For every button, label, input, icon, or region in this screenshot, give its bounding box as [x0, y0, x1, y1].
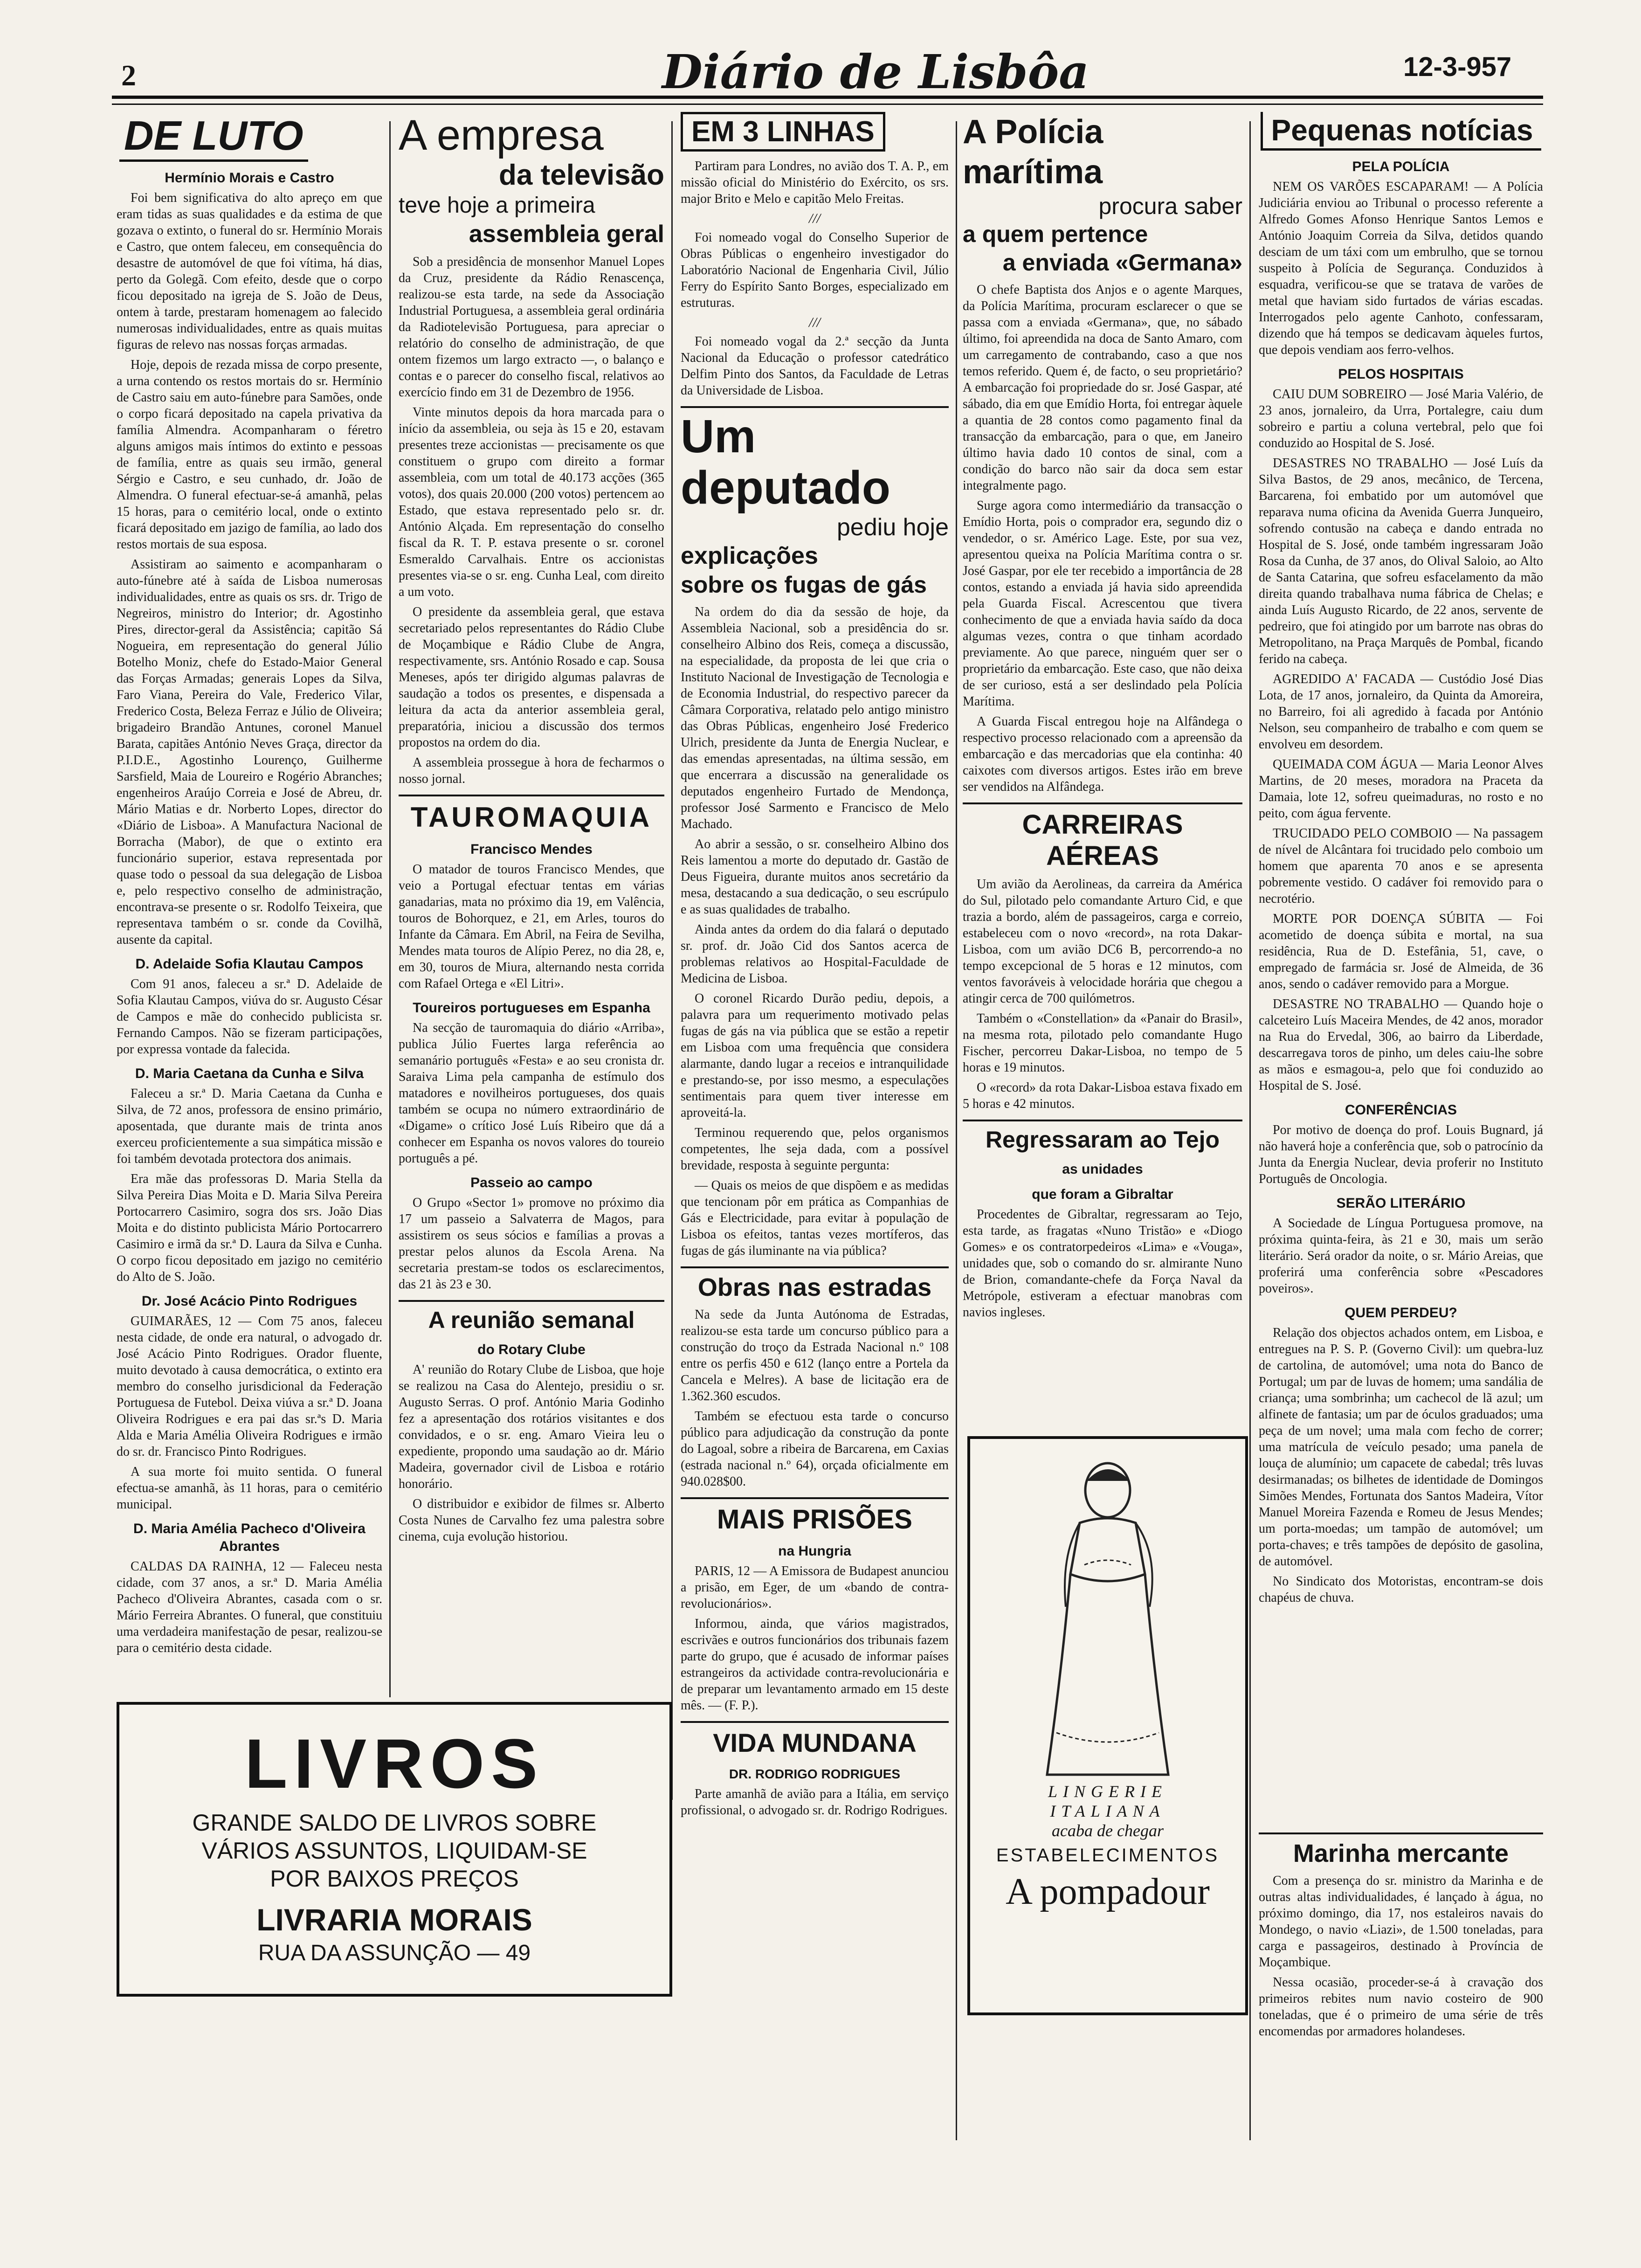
obras-paragraph: Na sede da Junta Autónoma de Estradas, realizou-se esta tarde um concurso público para a construção do troço da Estrada Nacional n.º 108 entre os perfis 450 e 612 (lanço entre a Portela da Cancela e Melres). A base de licitação era de 1.362.360 escudos.	[681, 1307, 949, 1404]
tejo-paragraph: Procedentes de Gibraltar, regressaram ao Tejo, esta tarde, as fragatas «Nuno Tristão» e «Diogo Gomes» e os contratorpedeiros «Lima» e «Vouga», unidades que, sob o comando do sr. almirante Nuno de Brion, comandante-chefe da Força Naval da Metrópole, estiveram a efectuar manobras com navios ingleses.	[963, 1207, 1242, 1320]
obituary-paragraph: Com 91 anos, faleceu a sr.ª D. Adelaide de Sofia Klautau Campos, viúva do sr. Augusto César de Campos e mãe do conhecido publicista sr. Fernando Campos. Não se fizeram participações, por expressa vontade da falecida.	[117, 977, 382, 1057]
deputado-paragraph: O coronel Ricardo Durão pediu, depois, a palavra para um requerimento motivado pelas fugas de gás na via pública que se estão a repetir em Lisboa com uma frequência que considera alarmante, dando lugar a receios e intranquilidade e prestando-se, por isso mesmo, a especulações sentimentais para quem tiver interesse em aproveitá-la.	[681, 991, 949, 1120]
deputado-headline-3: explicações	[681, 542, 818, 569]
page-number: 2	[121, 59, 136, 92]
obituary-paragraph: CALDAS DA RAINHA, 12 — Faleceu nesta cidade, com 37 anos, a sr.ª D. Maria Amélia Pacheco d'Oliveira Abrantes, casada com o sr. Mário Ferreira Abrantes. O funeral, que constituiu uma verdadeira manifestação de pesar, realizou-se para o cemitério desta cidade.	[117, 1559, 382, 1655]
lingerie-advertisement	[967, 1436, 1248, 2015]
vida-mundana-paragraph: Parte amanhã de avião para a Itália, em serviço profissional, o advogado sr. dr. Rodrigo Rodrigues.	[681, 1787, 949, 1818]
column-divider	[1249, 121, 1251, 2140]
masthead	[0, 0, 1641, 98]
ad-lingerie-brand: A pompadour	[1006, 1871, 1210, 1912]
obituaries-list	[117, 169, 382, 1656]
small-news-paragraph: AGREDIDO A' FACADA — Custódio José Dias Lota, de 17 anos, jornaleiro, da Quinta da Amoreira, no Barreiro, foi ali agredido à facada por António Nelson, seu companheiro de trabalho e com quem se envolveu em desordem.	[1259, 672, 1543, 752]
tres-linhas-heading: EM 3 LINHAS	[681, 112, 885, 152]
obituary-paragraph: Hoje, depois de rezada missa de corpo presente, a urna contendo os restos mortais do sr. Hermínio de Castro saiu em auto-fúnebre para Samões, onde o corpo ficará depositado na capela privativa da família Almendra. Acompanharam o féretro alguns amigos mais íntimos do extinto e pessoas de família, entre as quais seu irmão, general Sérgio e Castro, e seu cunhado, dr. João de Almendra. O funeral efectuar-se-á amanhã, pelas 15 horas, para o cemitério local, onde o extinto ficará depositado em jazigo de família, ao lado dos restos mortais de sua esposa.	[117, 358, 382, 552]
masthead-rule	[112, 96, 1543, 105]
small-news-paragraph: MORTE POR DOENÇA SÚBITA — Foi acometido de doença súbita e mortal, na sua residência, Rua de D. Estefânia, 51, cave, o empregado de farmácia sr. José de Almeida, de 36 anos, sendo o cadáver removido para a Morgue.	[1259, 912, 1543, 991]
obituary-name: Dr. José Acácio Pinto Rodrigues	[141, 1293, 358, 1309]
marinha-column	[1259, 1832, 1543, 2039]
ad-livros-line: GRANDE SALDO DE LIVROS SOBRE	[192, 1810, 597, 1836]
small-news-paragraph: DESASTRES NO TRABALHO — José Luís da Silva Bastos, de 29 anos, mecânico, de Tercena, Barcarena, foi embatido por um automóvel que reparava numa oficina da Avenida Guerra Junqueiro, sofrendo contusão na cabeça e dando entrada no Hospital de S. José, onde também ingressaram João Rosa da Cunha, de 37 anos, do Olival Saloio, ao Alto de Santa Catarina, que sofreu esfacelamento da mão direita quando trabalhava numa fábrica de Chelas; e ainda Luís Augusto Ricardo, de 22 anos, servente de pedreiro, que foi atingido por um barrote nas obras do Metropolitano, na Praça Marquês de Pombal, ficando ferido na cabeça.	[1259, 456, 1543, 666]
policia-maritima-headline-3: a quem pertence	[963, 221, 1148, 247]
policia-maritima-paragraph: O chefe Baptista dos Anjos e o agente Marques, da Polícia Marítima, procuram esclarecer o que se passa com a enviada «Germana», que, no sábado último, foi apreendida na doca de Santo Amaro, com um carregamento de contrabando, caso a que nos temos referido. Quem é, de facto, o seu proprietário? A embarcação foi propriedade do sr. José Gaspar, até sábado, dia em que Emídio Horta, foi entregar àquele a quantia de 28 contos como pagamento final da transacção da embarcação, para o que, em Janeiro último havia dado 10 contos de sinal, com a condição do barco não sair da doca sem estar integralmente pago.	[963, 283, 1242, 493]
television-paragraph: A assembleia prossegue à hora de fecharmos o nosso jornal.	[399, 755, 664, 786]
prisoes-heading: MAIS PRISÕES	[717, 1504, 912, 1535]
tres-linhas-item: Foi nomeado vogal do Conselho Superior de Obras Públicas o engenheiro investigador do Laboratório Nacional de Engenharia Civil, Júlio Ferry do Espírito Santo Borges, especializado em estruturas.	[681, 230, 949, 310]
livros-advertisement	[117, 1702, 672, 1997]
small-news-column	[1259, 112, 1543, 1791]
tres-linhas-item: Foi nomeado vogal da 2.ª secção da Junta Nacional da Educação o professor catedrático Delfim Pinto dos Santos, da Faculdade de Letras da Universidade de Lisboa.	[681, 334, 949, 398]
small-news-section-title: SERÃO LITERÁRIO	[1336, 1196, 1466, 1211]
prisoes-paragraph: Informou, ainda, que vários magistrados, escrivães e outros funcionários dos tribunais fazem parte do grupo, que é acusado de informar países estrangeiros da actividade contra-revolucionária e de preparar um levantamento armado em 15 deste mês. — (F. P.).	[681, 1617, 949, 1713]
carreiras-aereas-paragraph: Um avião da Aerolineas, da carreira da América do Sul, pilotado pelo comandante Arturo Cid, e que trazia a bordo, além de passageiros, carga e correio, estabeleceu com o novo «record», na rota Dakar-Lisboa, com um avião DC6 B, percorrendo-a no tempo excepcional de 5 horas e 12 minutos, com ventos favoráveis à velocidade horária que chegou a atingir cerca de 700 quilómetros.	[963, 877, 1242, 1006]
small-news-paragraph: No Sindicato dos Motoristas, encontram-se dois chapéus de chuva.	[1259, 1574, 1543, 1605]
tejo-headline-3: que foram a Gibraltar	[1032, 1187, 1173, 1202]
obituary-name: D. Maria Amélia Pacheco d'Oliveira Abrantes	[133, 1521, 365, 1554]
small-news-section-title: CONFERÊNCIAS	[1345, 1102, 1457, 1118]
marinha-mercante-body	[1259, 1873, 1543, 2040]
vida-mundana-body	[681, 1786, 949, 1819]
deputado-paragraph: Ao abrir a sessão, o sr. conselheiro Albino dos Reis lamentou a morte do deputado dr. Gastão de Deus Figueira, durante muitos anos secretário da mesa, destacando a sua dedicação, o seu escrúpulo e as suas qualidades de trabalho.	[681, 837, 949, 917]
tauromaquia-byline: Francisco Mendes	[470, 842, 593, 857]
obituary-paragraph: Faleceu a sr.ª D. Maria Caetana da Cunha e Silva, de 72 anos, professora de ensino primário, aposentada, que durante mais de trinta anos exerceu proficientemente a sua simpática missão e foi também devotada protectora dos animais.	[117, 1086, 382, 1166]
ad-lingerie-line2: ITALIANA	[1050, 1802, 1165, 1820]
small-news-paragraph: DESASTRE NO TRABALHO — Quando hoje o calceteiro Luís Maceira Mendes, de 42 anos, morador na Rua do Ervedal, 306, ao bairro da Liberdade, descarregava toros de pinho, um deles caiu-lhe sobre as mãos e esmagou-a, pelo que foi conduzido ao Hospital de S. José.	[1259, 997, 1543, 1093]
carreiras-aereas-paragraph: Também o «Constellation» da «Panair do Brasil», na mesma rota, pilotado pelo comandante Hugo Fischer, percorreu Dakar-Lisboa, no tempo de 5 horas e 19 minutos.	[963, 1011, 1242, 1075]
small-news-paragraph: Relação dos objectos achados ontem, em Lisboa, e entregues na P. S. P. (Governo Civil): um quebra-luz de cartolina, de automóvel; uma nota do Banco de Portugal; um par de luvas de homem; uma sandália de criança; uma sombrinha; um cachecol de lã azul; um alfinete de fantasia; um par de óculos graduados; uma peça de um novel; uma mala com fecho de correr; uma matrícula de veículo pesado; uma panela de louça de alumínio; um capacete de cabedal; três luvas desirmanadas; os bilhetes de identidade de Domingos Simões Mendes, Fortunata dos Santos Madeira, Vítor Manuel Moreira Fazenda e Romeu de Jesus Mendes; um porta-moedas; um tampão de automóvel; um porta-chaves; e três tampões de depósito de gasolina, de automóvel.	[1259, 1326, 1543, 1569]
rotary-paragraph: O distribuidor e exibidor de filmes sr. Alberto Costa Nunes de Carvalho fez uma palestra sobre cinema, cuja evolução historiou.	[399, 1497, 664, 1544]
vida-mundana-subheading: DR. RODRIGO RODRIGUES	[729, 1767, 901, 1781]
deputado-paragraph: Ainda antes da ordem do dia falará o deputado sr. prof. dr. João Cid dos Santos acerca de problemas relativos ao Hospital-Faculdade de Medicina de Lisboa.	[681, 922, 949, 986]
prisoes-paragraph: PARIS, 12 — A Emissora de Budapest anunciou a prisão, em Eger, de um «bando de contra-revolucionários».	[681, 1564, 949, 1611]
small-news-paragraph: NEM OS VARÕES ESCAPARAM! — A Polícia Judiciária enviou ao Tribunal o processo referente a Alfredo Gomes Afonso Henrique Santos Lemos e António Joaquim Correia da Silva, detidos quando desciam de um táxi com um embrulho, que se tornou suspeito à Polícia de Segurança. Conduzidos à esquadra, verificou-se que se tratava de varões de metal que haviam sido furtados de várias escadas. Interrogados pelo agente Canhoto, confessaram, dizendo que há tempos se dedicavam àqueles furtos, que depois vendiam aos ferro-velhos.	[1259, 180, 1543, 357]
tejo-headline-1: Regressaram ao Tejo	[985, 1127, 1220, 1153]
small-news-section-title: PELA POLÍCIA	[1352, 159, 1450, 174]
obras-body	[681, 1307, 949, 1490]
ad-livros-title: LIVROS	[244, 1724, 545, 1803]
ad-livros-store: LIVRARIA MORAIS	[256, 1902, 532, 1937]
policia-maritima-body	[963, 282, 1242, 795]
rotary-paragraph: A' reunião do Rotary Clube de Lisboa, que hoje se realizou na Casa do Alentejo, presidiu o sr. Augusto Serras. O prof. António Maria Godinho fez a apresentação dos rotários visitantes e dos convidados, e o sr. eng. Amaro Vieira leu o expediente, propondo uma saudação ao dr. Mário Madeira, governador civil de Lisboa e rotário honorário.	[399, 1362, 664, 1491]
policia-maritima-headline-4: a enviada «Germana»	[1002, 249, 1242, 276]
obituary-paragraph: Assistiram ao saimento e acompanharam o auto-fúnebre até à saída de Lisboa numerosas individualidades, entre as quais os srs. dr. Trigo de Negreiros, ministro do Interior; dr. Agostinho Pires, director-geral da Assistência; capitão Sá Nogueira, em representação do general Júlio Botelho Moniz, chefe do Estado-Maior General das Forças Armadas; generais Lopes da Silva, Faro Viana, Pereira do Vale, Frederico Vilar, Frederico Costa, Beleza Ferraz e Júlio de Oliveira; brigadeiro Brandão Antunes, coronel Manuel Barata, capitães António Neves Graça, director da P.I.D.E., Agostinho Lourenço, Guilherme Sarsfield, Maia de Loureiro e Rogério Abranches; engenheiros Araújo Correia e José de Abreu, dr. Mário Matias e dr. Norberto Lopes, director do «Diário de Lisboa». A Manufactura Nacional de Borracha (Mabor), de que o extinto era funcionário superior, estava representada por quase todo o pessoal da sua delegação de Lisboa e, pelo respectivo conselho de administração, encontrava-se presente o sr. Rodolfo Teixeira, que representava também o sr. conde da Covilhã, ausente da capital.	[117, 557, 382, 947]
small-news-section-title: PELOS HOSPITAIS	[1338, 366, 1464, 382]
item-divider: ///	[808, 211, 820, 226]
ad-lingerie-line3: acaba de chegar	[1052, 1821, 1164, 1840]
obituary-name: D. Adelaide Sofia Klautau Campos	[135, 956, 364, 972]
column-divider	[389, 121, 391, 1697]
tauromaquia-paragraph: O Grupo «Sector 1» promove no próximo dia 17 um passeio a Salvaterra de Magos, para assistirem os seus sócios e famílias a provas a prestar pelos alunos da Escola Arena. Na secretaria prestam-se todos os esclarecimentos, das 21 às 23 e 30.	[399, 1196, 664, 1292]
obras-paragraph: Também se efectuou esta tarde o concurso público para adjudicação da construção da ponte do Lagoal, sobre a ribeira de Barcarena, em Caxias (estrada nacional n.º 64), orçada oficialmente em 940.028$00.	[681, 1409, 949, 1489]
ad-lingerie-line1: LINGERIE	[1048, 1782, 1167, 1801]
deputado-article-body	[681, 604, 949, 1259]
tejo-body	[963, 1206, 1242, 1321]
obituaries-heading: DE LUTO	[119, 112, 308, 162]
ad-lingerie-line4: ESTABELECIMENTOS	[996, 1845, 1220, 1866]
obituary-name: D. Maria Caetana da Cunha e Silva	[135, 1066, 364, 1081]
small-news-paragraph: Por motivo de doença do prof. Louis Bugnard, já não haverá hoje a conferência que, sob o patrocínio da Junta da Energia Nuclear, devia proferir no Instituto Português de Oncologia.	[1259, 1123, 1543, 1186]
small-news-paragraph: QUEIMADA COM ÁGUA — Maria Leonor Alves Martins, de 20 meses, moradora na Praceta da Damaia, lote 12, sofreu queimaduras, no rosto e no peito, com água fervente.	[1259, 757, 1543, 821]
deputado-headline-1: Um deputado	[681, 410, 890, 514]
policia-maritima-paragraph: Surge agora como intermediário da transacção o Emídio Horta, pois o comprador era, segundo diz o vendedor, o sr. Américo Lage. Este, por sua vez, apresentou queixa na Polícia Marítima contra o sr. José Gaspar, por ele ter recebido a importância de 28 contos, estando a enviada já havia sido apreendida pela Guarda Fiscal. Acrescentou que tivera conhecimento de que a enviada havia saído da doca algumas vezes, contra o que tinham acordado previamente. Ao que parece, ninguém quer ser o proprietário da embarcação. Este caso, que não deixa de ser curioso, está a ser deslindado pela Polícia Marítima.	[963, 498, 1242, 709]
television-headline-2: da televisão	[499, 159, 664, 191]
carreiras-aereas-paragraph: O «record» da rota Dakar-Lisboa estava fixado em 5 horas e 42 minutos.	[963, 1080, 1242, 1111]
maritime-column	[963, 112, 1242, 1380]
obituary-paragraph: A sua morte foi muito sentida. O funeral efectua-se amanhã, às 11 horas, para o cemitério municipal.	[117, 1465, 382, 1512]
deputado-paragraph: — Quais os meios de que dispõem e as medidas que tencionam pôr em prática as Companhias de Gás e Electricidade, para evitar à população de Lisboa os efeitos, tantas vezes mortíferos, das fugas de gás iluminante na via pública?	[681, 1178, 949, 1258]
pequenas-noticias-heading: Pequenas notícias	[1261, 112, 1542, 151]
television-headline-3: teve hoje a primeira	[399, 193, 595, 218]
vida-mundana-heading: VIDA MUNDANA	[713, 1728, 917, 1757]
column-divider	[956, 121, 957, 2140]
obituary-name: Hermínio Morais e Castro	[165, 170, 334, 186]
tres-linhas-item: Partiram para Londres, no avião dos T. A. P., em missão oficial do Ministério do Exército, os srs. major Brito e Melo e capitão Melo Freitas.	[681, 159, 949, 206]
policia-maritima-paragraph: A Guarda Fiscal entregou hoje na Alfândega o respectivo processo relacionado com a apreensão da embarcação e das mercadorias que ela continha: 40 caixotes com diversos artigos. Estes irão em breve ser vendidos na Alfândega.	[963, 714, 1242, 794]
deputado-paragraph: Terminou requerendo que, pelos organismos competentes, lhe seja dada, com a possível brevidade, resposta à seguinte pergunta:	[681, 1126, 949, 1173]
small-news-section-title: QUEM PERDEU?	[1345, 1305, 1457, 1321]
marinha-mercante-paragraph: Com a presença do sr. ministro da Marinha e de outras altas individualidades, é lançado à água, no próximo domingo, dia 17, nos estaleiros navais do Mondego, o navio «Liazi», de 1.500 toneladas, para carga e passageiros, destinado à Província de Moçambique.	[1259, 1874, 1543, 1970]
television-headline-4: assembleia geral	[469, 221, 664, 248]
column-divider	[671, 121, 673, 1800]
prisoes-body	[681, 1563, 949, 1714]
tauromaquia-paragraph: O matador de touros Francisco Mendes, que veio a Portugal efectuar tentas em várias ganadarias, mata no próximo dia 19, em Valência, touros de Bohorquez, e 21, em Arles, touros do Infante da Câmara. Em Abril, na Feira de Sevilha, Mendes mata touros de Alípio Perez, no dia 28, e, em 30, touros de Miura, alternando nesta corrida com Rafael Ortega e «El Litri».	[399, 862, 664, 991]
tauromaquia-body-3	[399, 1195, 664, 1293]
television-paragraph: Vinte minutos depois da hora marcada para o início da assembleia, ou seja às 15 e 20, estavam presentes treze accionistas — precisamente os que constituem o grupo com direito a formar assembleia, com um total de 40.173 acções (365 votos), dos quais 20.000 (200 votos) pertencem ao Estado, que estava representado pelo sr. dr. António Alçada. Em representação do conselho fiscal da R. T. P. estava presente o sr. coronel Esmeraldo Carvalhais. Entre os accionistas presentes via-se o sr. eng. Cunha Leal, com direito a um voto.	[399, 405, 664, 599]
marinha-mercante-heading: Marinha mercante	[1293, 1839, 1509, 1867]
tres-linhas-list	[681, 158, 949, 399]
television-column	[399, 112, 664, 1679]
ad-livros-line: VÁRIOS ASSUNTOS, LIQUIDAM-SE	[201, 1838, 587, 1864]
small-news-paragraph: CAIU DUM SOBREIRO — José Maria Valério, de 23 anos, jornaleiro, da Urra, Portalegre, caiu dum sobreiro e partiu a coluna vertebral, pelo que foi conduzido ao Hospital de S. José.	[1259, 387, 1543, 450]
deputado-headline-2: pediu hoje	[837, 514, 949, 541]
tauromaquia-paragraph: Na secção de tauromaquia do diário «Arriba», publica Júlio Fuertes larga referência ao semanário português «Festa» e ao seu cronista dr. Saraiva Lima pela campanha de estímulo dos matadores e novilheiros portugueses, dos quais também se ocupa no número extraordinário de «Digame» o crítico José Luís Ribeiro que dá a conhecer em Espanha os novos valores do toureio português a pé.	[399, 1021, 664, 1166]
tejo-headline-2: as unidades	[1062, 1162, 1143, 1177]
ad-livros-lines	[119, 1809, 669, 1893]
tauromaquia-heading: TAUROMAQUIA	[410, 802, 653, 833]
policia-maritima-headline-2: procura saber	[1098, 193, 1242, 219]
tauromaquia-subheading-1: Toureiros portugueses em Espanha	[413, 1000, 650, 1016]
television-paragraph: O presidente da assembleia geral, que estava secretariado pelos representantes do Rádio Clube de Moçambique e Rádio Clube de Angra, respectivamente, srs. António Rosado e cap. Sousa Meneses, após ter dirigido algumas palavras de saudação a todos os presentes, e dispensada a leitura da acta da anterior assembleia geral, preparatória, iniciou a discussão dos termos propostos na ordem do dia.	[399, 605, 664, 750]
prisoes-subheading: na Hungria	[778, 1543, 851, 1559]
obituaries-column	[117, 112, 382, 1683]
deputado-paragraph: Na ordem do dia da sessão de hoje, da Assembleia Nacional, sob a presidência do sr. conselheiro Albino dos Reis, começa a discussão, na especialidade, da proposta de lei que cria o Instituto Nacional de Investigação de Tecnologia e de Economia Industrial, do respectivo parecer da Câmara Corporativa, relatado pelo antigo ministro das Obras Públicas, engenheiro José Frederico Ulrich, presidente da Junta de Energia Nuclear, e das emendas apresentadas, na última sessão, em que encerrara a discussão na generalidade os deputados engenheiro Furtado de Mendonça, professor José Sarmento e Francisco de Melo Machado.	[681, 605, 949, 831]
carreiras-aereas-body	[963, 876, 1242, 1112]
tauromaquia-body	[399, 861, 664, 992]
television-paragraph: Sob a presidência de monsenhor Manuel Lopes da Cruz, presidente da Rádio Renascença, realizou-se esta tarde, na sede da Associação Industrial Portuguesa, a assembleia geral ordinária da Radiotelevisão Portuguesa, para apreciar o relatório do conselho de administração, de que ontem fizemos um largo extracto —, o balanço e contas e o parecer do conselho fiscal, relativos ao exercício findo em 31 de Dezembro de 1956.	[399, 255, 664, 400]
tauromaquia-body-2	[399, 1020, 664, 1167]
newspaper-title: Diário de Lisbôa	[662, 44, 1089, 99]
obras-heading: Obras nas estradas	[697, 1273, 932, 1301]
rotary-body	[399, 1362, 664, 1545]
obituary-paragraph: Era mãe das professoras D. Maria Stella da Silva Pereira Dias Moita e D. Maria Silva Pereira Portocarrero Casimiro, sogra dos srs. João Dias Moita e do distinto publicista Mário Portocarrero Casimiro e irmã da sr.ª D. Laura da Silva e Cunha. O corpo ficou depositado em jazigo no cemitério do Alto de S. João.	[117, 1172, 382, 1284]
television-headline-1: A empresa	[399, 111, 604, 159]
center-column	[681, 112, 949, 2131]
small-news-paragraph: TRUCIDADO PELO COMBOIO — Na passagem de nível de Alcântara foi trucidado pelo comboio um homem que aparenta 70 anos e se apresenta pobremente vestido. O cadáver foi removido para o necrotério.	[1259, 826, 1543, 906]
obituary-paragraph: Foi bem significativa do alto apreço em que eram tidas as suas qualidades e da estima de que gozava o extinto, o funeral do sr. Hermínio Morais e Castro, que ontem faleceu, em consequência do desastre de automóvel de que foi vítima, há dias, perto da Golegã. Com efeito, desde que o corpo ficou depositado na igreja de S. João de Deus, ontem à tarde, prestaram homenagem ao falecido numerosas individualidades, entre as quais muitas figuras de relevo nas nossas forças armadas.	[117, 191, 382, 352]
carreiras-aereas-heading: CARREIRAS AÉREAS	[1022, 809, 1183, 871]
obituary-paragraph: GUIMARÃES, 12 — Com 75 anos, faleceu nesta cidade, de onde era natural, o advogado dr. José Acácio Pinto Rodrigues. Orador fluente, muito devotado à causa democrática, o extinto era membro do conselho jurisdicional da Federação Portuguesa de Futebol. Deixa viúva a sr.ª D. Joana Oliveira Rodrigues e era pai das sr.ªs D. Maria Alda e Maria Amélia Oliveira Rodrigues e irmão do sr. dr. Francisco Pinto Rodrigues.	[117, 1314, 382, 1459]
pequenas-noticias-list	[1259, 158, 1543, 1606]
television-article-body	[399, 254, 664, 787]
tauromaquia-subheading-2: Passeio ao campo	[470, 1175, 593, 1190]
marinha-mercante-paragraph: Nessa ocasião, proceder-se-á à cravação dos primeiros rebites num navio costeiro de 900 toneladas, que é o primeiro de uma série de três encomendas por armadores holandeses.	[1259, 1975, 1543, 2039]
rotary-heading: A reunião semanal	[428, 1307, 635, 1333]
ad-livros-line: POR BAIXOS PREÇOS	[270, 1866, 519, 1892]
woman-illustration	[1005, 1453, 1210, 1779]
ad-livros-address: RUA DA ASSUNÇÃO — 49	[258, 1941, 531, 1965]
rotary-subheading: do Rotary Clube	[477, 1342, 586, 1357]
small-news-paragraph: A Sociedade de Língua Portuguesa promove, na próxima quinta-feira, às 21 e 30, mais um serão literário. Será orador da noite, o sr. Mário Areias, que proferirá uma conferência sobre «Pescadores poveiros».	[1259, 1216, 1543, 1296]
deputado-headline-4: sobre os fugas de gás	[681, 572, 927, 598]
issue-date: 12-3-957	[1403, 52, 1512, 82]
policia-maritima-headline-1: A Polícia marítima	[963, 113, 1103, 191]
item-divider: ///	[808, 315, 820, 330]
